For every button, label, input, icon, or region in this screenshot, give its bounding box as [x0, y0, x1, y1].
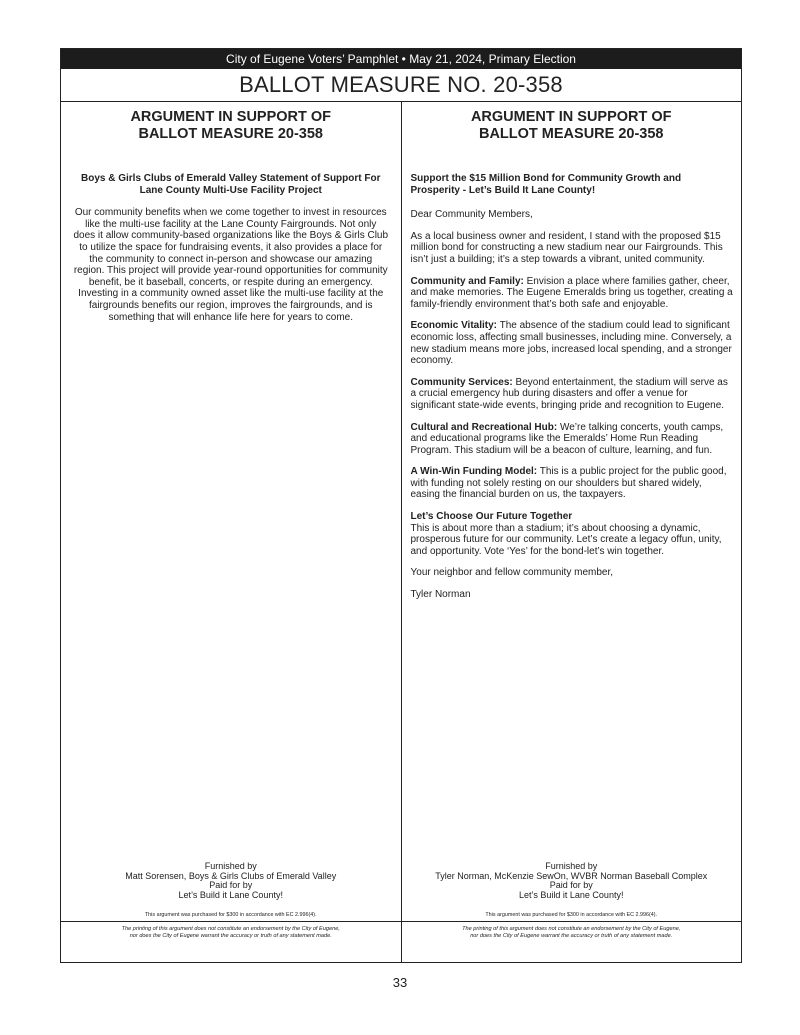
right-heading-line1: ARGUMENT IN SUPPORT OF [470, 109, 672, 125]
right-intro: As a local business owner and resident, I stand with the proposed $15 million bond for constructing a new stadium near our Fairgrounds. This isn’t just a building; it’s a step towards a vibrant, united community. [410, 230, 723, 265]
right-argument-title: Support the $15 Million Bond for Community Growth and Prosperity - Let’s Build It Lane County! [410, 173, 682, 196]
argument-columns [61, 102, 741, 962]
right-section-heading: Community and Family: [410, 275, 524, 287]
right-furnished-block [402, 862, 742, 900]
pamphlet-page-frame [60, 48, 742, 963]
right-section-text: The absence of the stadium could lead to significant economic loss, affecting small businesses, including mine. Conversely, a new stadium means more jobs, increased local spending, and a stronger economy. [410, 320, 732, 367]
right-section [411, 320, 734, 366]
right-section-text: This is a public project for the public good, with funding not solely resting on our shoulders but shared widely, easing the financial burden on us, the taxpayers. [410, 466, 727, 501]
pamphlet-banner: City of Eugene Voters’ Pamphlet • May 21, 2024, Primary Election [61, 49, 741, 69]
right-closing [411, 511, 734, 557]
measure-title: BALLOT MEASURE NO. 20-358 [61, 69, 741, 102]
left-paid-by: Let’s Build it Lane County! [178, 889, 283, 900]
left-paid-label: Paid for by [209, 880, 253, 891]
right-closing-text: This is about more than a stadium; it’s about choosing a dynamic, prosperous future for our community. Let’s create a legacy offun, unity, and opportunity. Vote ‘Yes’ for the bond-let’s win together. [410, 522, 722, 557]
right-section-text: Beyond entertainment, the stadium will serve as a crucial emergency hub during disasters and offer a venue for significant state-wide events, bringing pride and recognition to Eugene. [410, 376, 728, 411]
left-furnished-label: Furnished by [204, 861, 257, 871]
page-number: 33 [392, 975, 408, 990]
left-argument [61, 102, 402, 962]
right-closing-heading: Let’s Choose Our Future Together [410, 511, 573, 523]
right-disclaimer [402, 921, 742, 962]
right-paid-by: Let’s Build it Lane County! [519, 889, 624, 900]
left-furnished-block [61, 862, 401, 900]
right-greeting: Dear Community Members, [410, 209, 533, 221]
right-section-heading: Economic Vitality: [410, 320, 498, 332]
left-disclaimer [61, 921, 401, 962]
right-section-heading: A Win-Win Funding Model: [410, 466, 538, 478]
left-heading-line2: BALLOT MEASURE 20-358 [138, 126, 323, 142]
right-argument [402, 102, 742, 962]
right-furnished-by: Tyler Norman, McKenzie SewOn, WVBR Norman Baseball Complex [435, 870, 708, 881]
right-disclaimer-line1: The printing of this argument does not constitute an endorsement by the City of Eugene, [462, 926, 681, 932]
right-section [411, 422, 734, 457]
right-body [402, 173, 742, 601]
right-section [411, 276, 734, 311]
right-section [411, 377, 734, 412]
right-section-text: Envision a place where families gather, cheer, and make memories. The Eugene Emeralds bring us together, creating a family-friendly environment that’s both safe and enjoyable. [410, 275, 733, 310]
left-disclaimer-line1: The printing of this argument does not constitute an endorsement by the City of Eugene, [121, 926, 340, 932]
right-disclaimer-line2: nor does the City of Eugene warrant the accuracy or truth of any statement made. [470, 933, 673, 939]
right-heading-line2: BALLOT MEASURE 20-358 [478, 126, 664, 142]
right-section-text: We’re talking concerts, youth camps, and educational programs like the Emeralds’ Home Run Reading Program. This stadium will be a beacon of culture, learning, and fun. [410, 421, 724, 456]
right-section-heading: Cultural and Recreational Hub: [410, 421, 558, 433]
right-furnished-label: Furnished by [545, 861, 598, 871]
left-argument-text: Our community benefits when we come together to invest in resources like the multi-use facility at the Lane County Fairgrounds. Not only does it allow community-based organizations like the Boys & Girls Club to utilize the space for fundraising events, it also provides a place for the community to connect in-person and showcase our amazing region. This project will provide year-round opportunities for community benefit, be it baseball, concerts, or respite during an emergency. Investing in a community owned asset like the multi-use facility at the fairgrounds benefits our region, improves the fairgrounds, and is something that will enhance life here for years to come. [73, 207, 389, 323]
right-purchase-note: This argument was purchased for $300 in accordance with EC 2.996(4). [485, 912, 658, 918]
left-purchase-note: This argument was purchased for $300 in accordance with EC 2.996(4). [144, 912, 317, 918]
right-section-heading: Community Services: [410, 376, 513, 388]
left-furnished-by: Matt Sorensen, Boys & Girls Clubs of Emerald Valley [125, 870, 337, 881]
left-heading [61, 109, 401, 143]
right-heading [402, 109, 742, 143]
right-paid-label: Paid for by [549, 880, 593, 891]
left-body [61, 173, 401, 323]
left-disclaimer-line2: nor does the City of Eugene warrant the accuracy or truth of any statement made. [129, 933, 332, 939]
right-signoff: Your neighbor and fellow community member, [410, 567, 614, 579]
right-signature: Tyler Norman [410, 589, 471, 601]
left-heading-line1: ARGUMENT IN SUPPORT OF [130, 109, 332, 125]
left-argument-title: Boys & Girls Clubs of Emerald Valley Statement of Support For Lane County Multi-Use Facility Project [80, 173, 381, 196]
right-section [411, 466, 734, 501]
